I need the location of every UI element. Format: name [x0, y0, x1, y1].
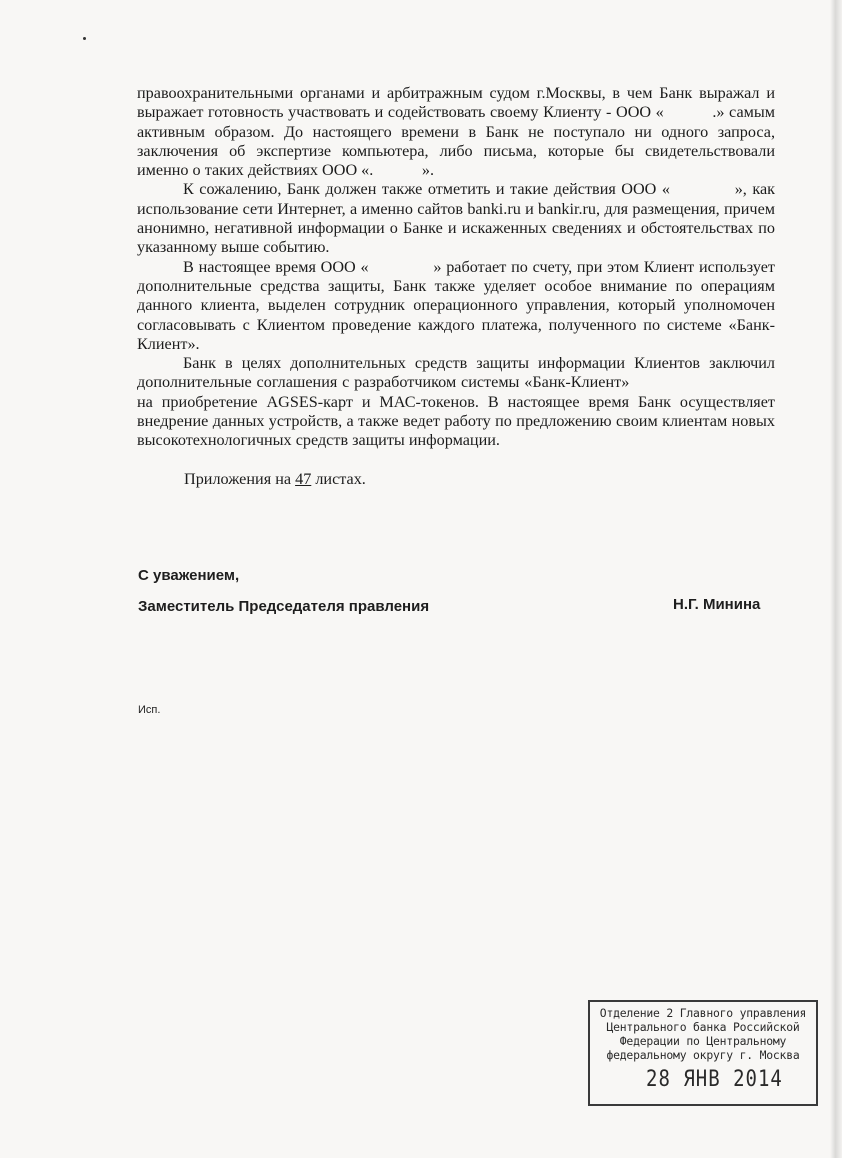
appendix-line [184, 470, 366, 489]
paragraph-internet-sites: К сожалению, Банк должен также отметить и такие действия ООО « », как использование сети Интернет, а именно сайтов banki.ru и bankir.ru, для размещения, причем анонимно, негативной информации о Банке и искаженных сведениях и обстоятельствах по указанному выше событию. [137, 180, 775, 257]
stamp-line: Центрального банка Российской [606, 1020, 800, 1034]
signature-name: Н.Г. Минина [673, 596, 761, 613]
signature-greeting: С уважением, [138, 567, 240, 584]
scan-edge-shadow [830, 0, 842, 1158]
receipt-stamp [588, 1000, 818, 1106]
executor-label: Исп. [138, 704, 161, 716]
paragraph-continuation: правоохранительными органами и арбитражным судом г.Москвы, в чем Банк выражал и выражает готовность участвовать и содействовать своему Клиенту - ООО « .» самым активным образом. До настоящего времени в Банк не поступало ни одного запроса, заключения об экспертизе компьютера, либо письма, которые бы свидетельствовали именно о таких действиях ООО «. ». [137, 84, 775, 180]
paragraph-current-account: В настоящее время ООО « » работает по счету, при этом Клиент использует дополнительные средства защиты, Банк также уделяет особое внимание по операциям данного клиента, выделен сотрудник операционного управления, который уполномочен согласовывать с Клиентом проведение каждого платежа, полученного по системе «Банк-Клиент». [137, 257, 775, 353]
stamp-line: Отделение 2 Главного управления [599, 1006, 807, 1020]
letter-body [137, 84, 775, 451]
signature-position: Заместитель Председателя правления [138, 598, 430, 615]
appendix-prefix: Приложения на [184, 470, 292, 488]
stamp-text [590, 1002, 816, 1062]
stamp-date: 28 ЯНВ 2014 [646, 1066, 783, 1092]
scan-speck [83, 37, 86, 40]
stamp-line: Федерации по Центральному [619, 1034, 787, 1048]
appendix-suffix: листах. [315, 470, 366, 488]
appendix-page-count: 47 [295, 470, 312, 488]
paragraph-security-measures: Банк в целях дополнительных средств защиты информации Клиентов заключил дополнительные соглашения с разработчиком системы «Банк-Клиент» на приобретение AGSES-карт и МАС-токенов. В настоящее время Банк осуществляет внедрение данных устройств, а также ведет работу по предложению своим клиентам новых высокотехнологичных средств защиты информации. [137, 354, 775, 450]
stamp-line: федеральному округу г. Москва [606, 1048, 800, 1062]
